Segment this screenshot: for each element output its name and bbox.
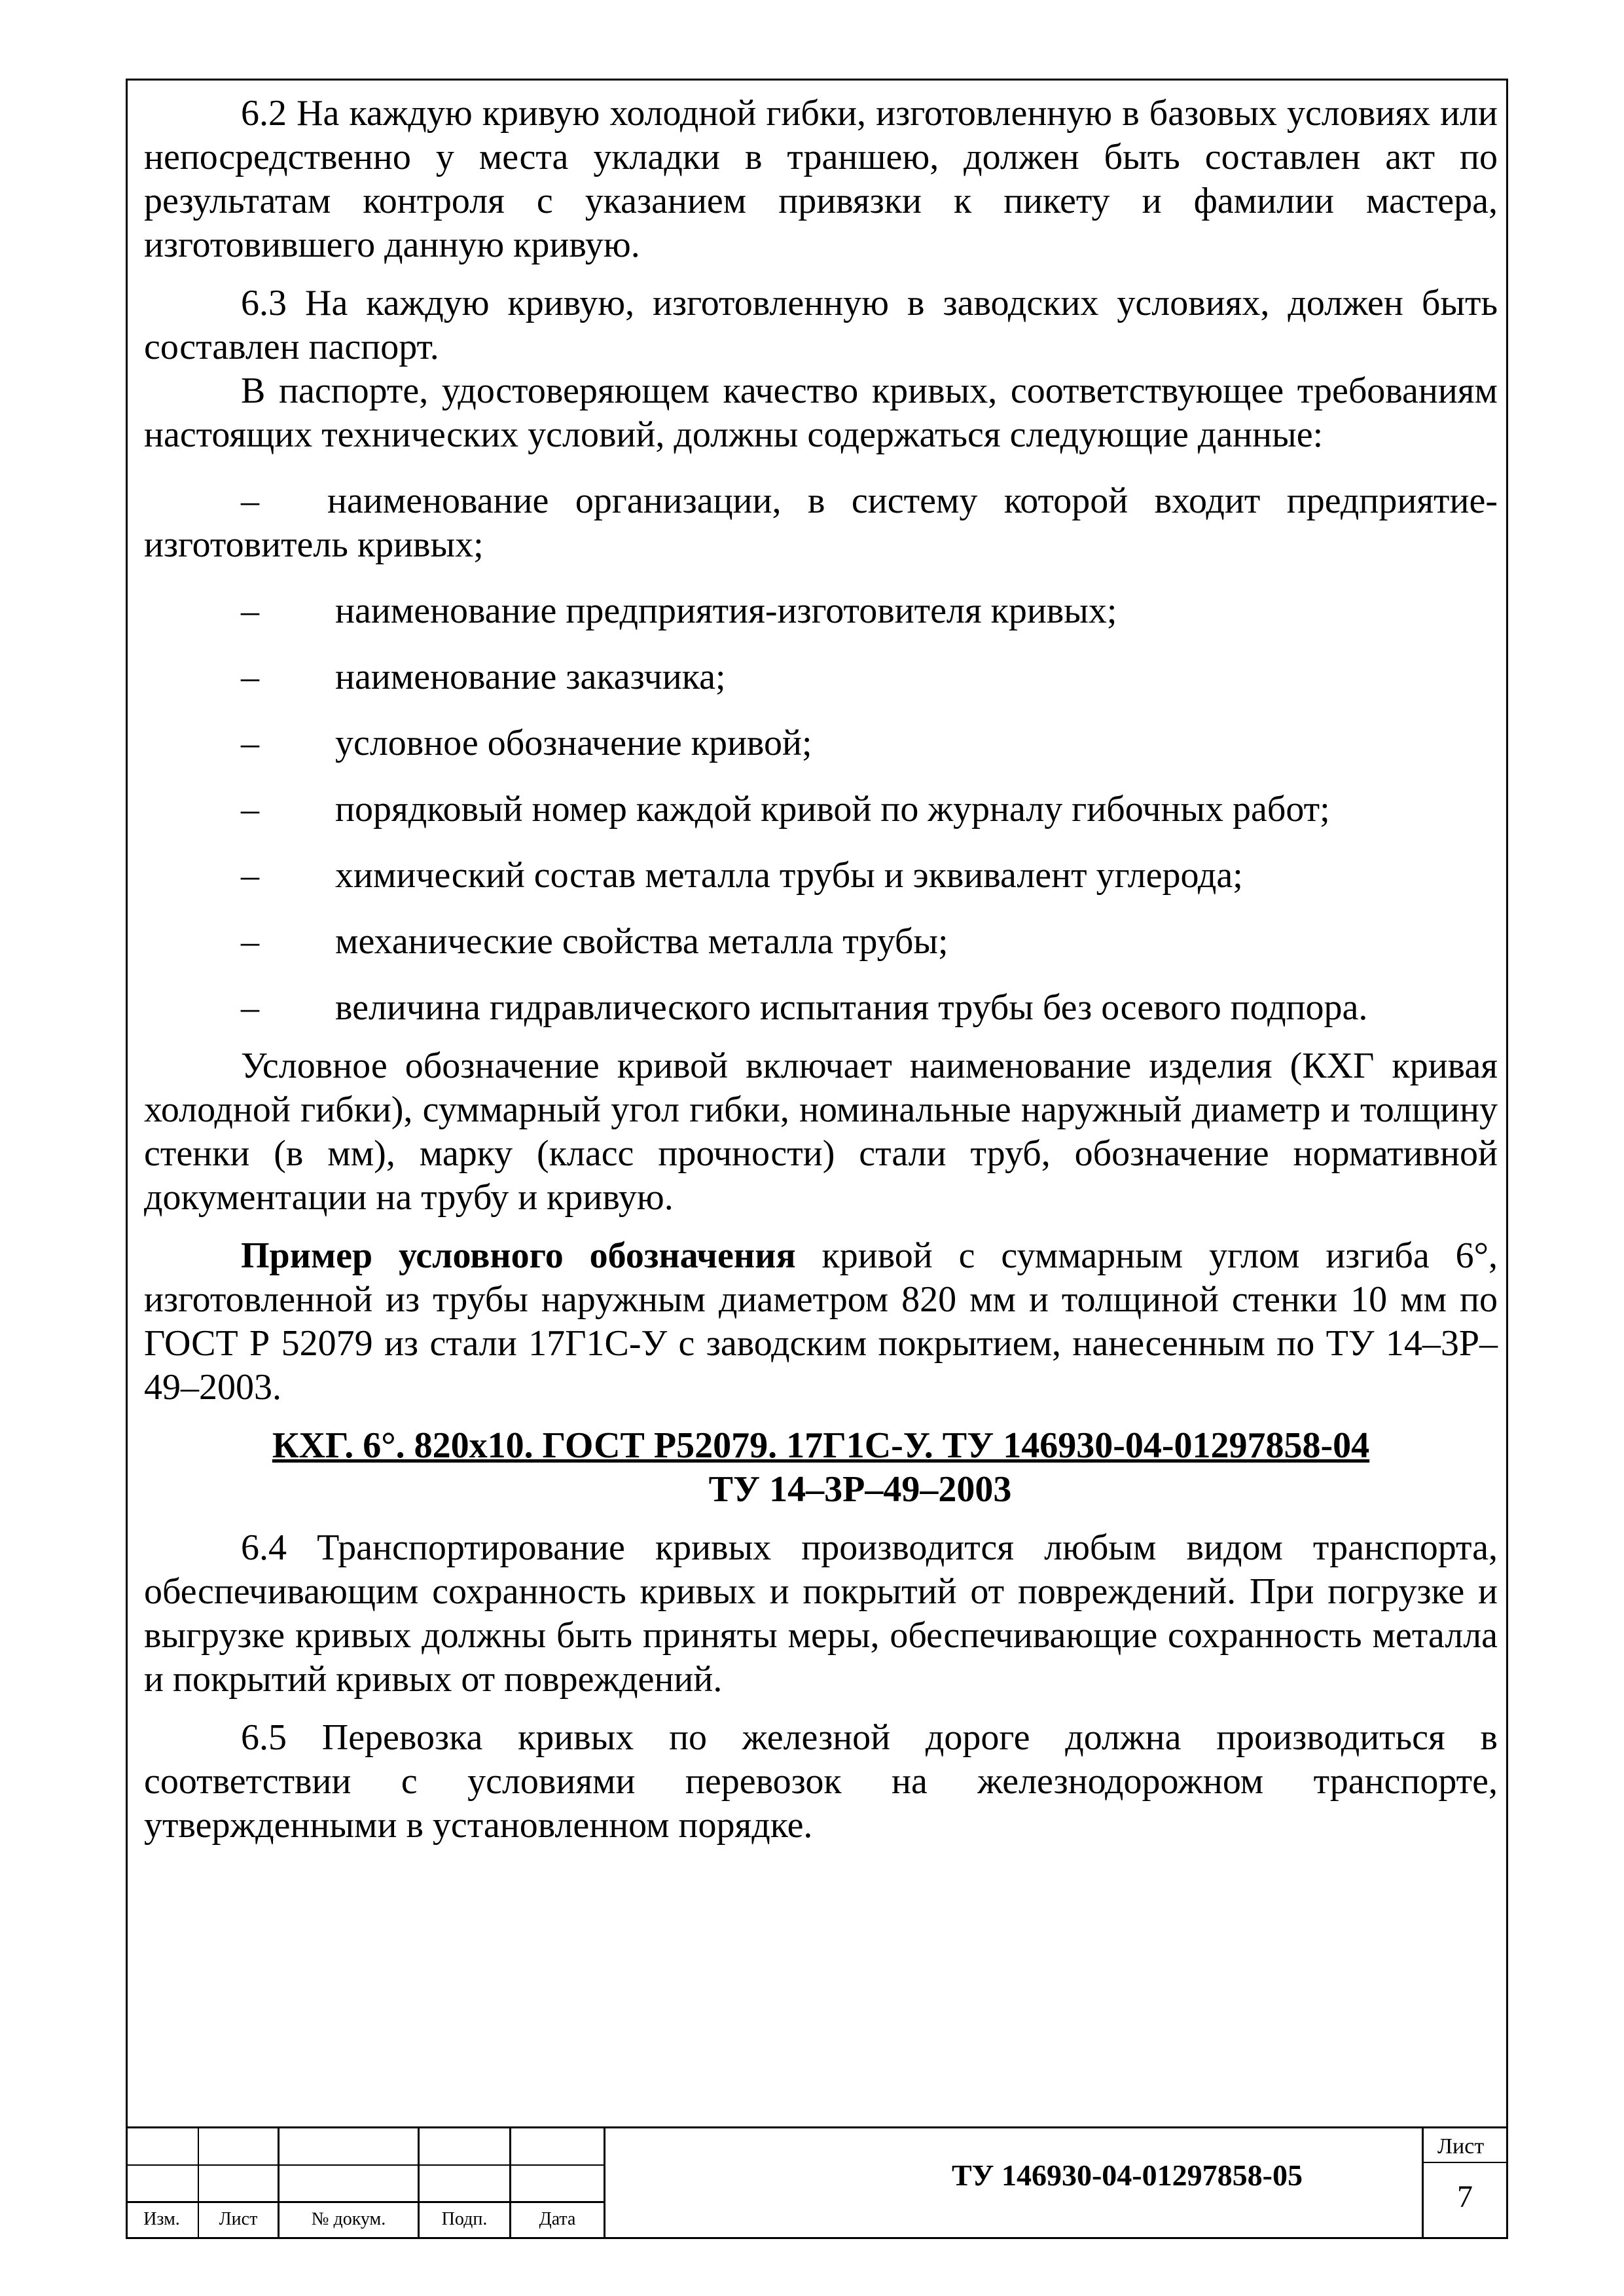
designation-code-tu: ТУ 14–3Р–49–2003 [708,1469,1012,1510]
paragraph-example [144,1234,1498,1410]
paragraph-passport: В паспорте, удостоверяющем качество кривых, соответствующее требованиям настоящих технических условий, должны содержаться следующие данные: [144,371,1498,455]
example-heading: Пример условного обозначения [241,1235,796,1276]
dash-marker: – [241,921,259,962]
sheet-label: Лист [1437,2134,1485,2159]
document-code: ТУ 146930-04-01297858-05 [952,2159,1303,2192]
paragraph-6-3: 6.3 На каждую кривую, изготовленную в заводских условиях, должен быть составлен паспорт. [144,283,1498,367]
list-item-text: химический состав металла трубы и эквивалент углерода; [335,855,1243,896]
paragraph-6-5: 6.5 Перевозка кривых по железной дороге должна производиться в соответствии с условиями перевозок на железнодорожном транспорте, утвержденными в установленном порядке. [144,1717,1498,1846]
stamp-label-list: Лист [219,2209,258,2229]
dash-marker: – [241,481,259,521]
dash-marker: – [241,591,259,631]
stamp-label-data: Дата [539,2209,576,2229]
sheet-number: 7 [1457,2179,1473,2214]
stamp-label-doc: № докум. [311,2209,386,2229]
dash-marker: – [241,789,259,829]
list-item-text: механические свойства металла трубы; [335,921,948,962]
list-item [144,479,1498,567]
example-text: кривой с суммарным углом изгиба 6°, изготовленной из трубы наружным диаметром 820 мм и толщиной стенки 10 мм по ГОСТ Р 52079 из стали 17Г1С-У с заводским покрытием, нанесенным по ТУ 14–3Р–49–2003. [144,1235,1498,1408]
list-item-text: наименование заказчика; [335,657,726,697]
stamp-line [604,2126,605,2239]
dash-marker: – [241,657,259,697]
list-item-text: наименование предприятия-изготовителя кривых; [335,591,1117,631]
list-item [144,986,1498,1030]
dash-marker: – [241,987,259,1028]
paragraph-designation: Условное обозначение кривой включает наименование изделия (КХГ кривая холодной гибки), суммарный угол гибки, номинальные наружный диаметр и толщину стенки (в мм), марку (класс прочности) стали труб, обозначение нормативной документации на трубу и кривую. [144,1046,1498,1218]
title-block [126,2126,1508,2239]
list-item [144,721,1498,765]
paragraph-6-2: 6.2 На каждую кривую холодной гибки, изготовленную в базовых условиях или непосредственно у места укладки в траншею, должен быть составлен акт по результатам контроля с указанием привязки к пикету и фамилии мастера, изготовившего данную кривую. [144,93,1498,265]
stamp-line [126,2126,1508,2128]
list-item [144,589,1498,633]
list-item-text: величина гидравлического испытания трубы без осевого подпора. [335,987,1368,1028]
list-item [144,655,1498,699]
stamp-label-izm: Изм. [143,2209,180,2229]
list-item-text: условное обозначение кривой; [335,723,812,763]
designation-code: КХГ. 6°. 820х10. ГОСТ Р52079. 17Г1С-У. ТУ 146930-04-01297858-04 [272,1425,1370,1466]
document-body [144,92,1498,1848]
list-item [144,854,1498,898]
list-item [144,920,1498,964]
list-item [144,788,1498,831]
list-item-text: порядковый номер каждой кривой по журналу гибочных работ; [335,789,1330,829]
stamp-label-podp: Подп. [441,2209,488,2229]
list-item-text: наименование организации, в систему которой входит предприятие-изготовитель кривых; [144,481,1498,565]
dash-marker: – [241,855,259,896]
dash-marker: – [241,723,259,763]
paragraph-6-4: 6.4 Транспортирование кривых производится любым видом транспорта, обеспечивающим сохранность кривых и покрытий от повреждений. При погрузке и выгрузке кривых должны быть приняты меры, обеспечивающие сохранность металла и покрытий кривых от повреждений. [144,1527,1498,1700]
